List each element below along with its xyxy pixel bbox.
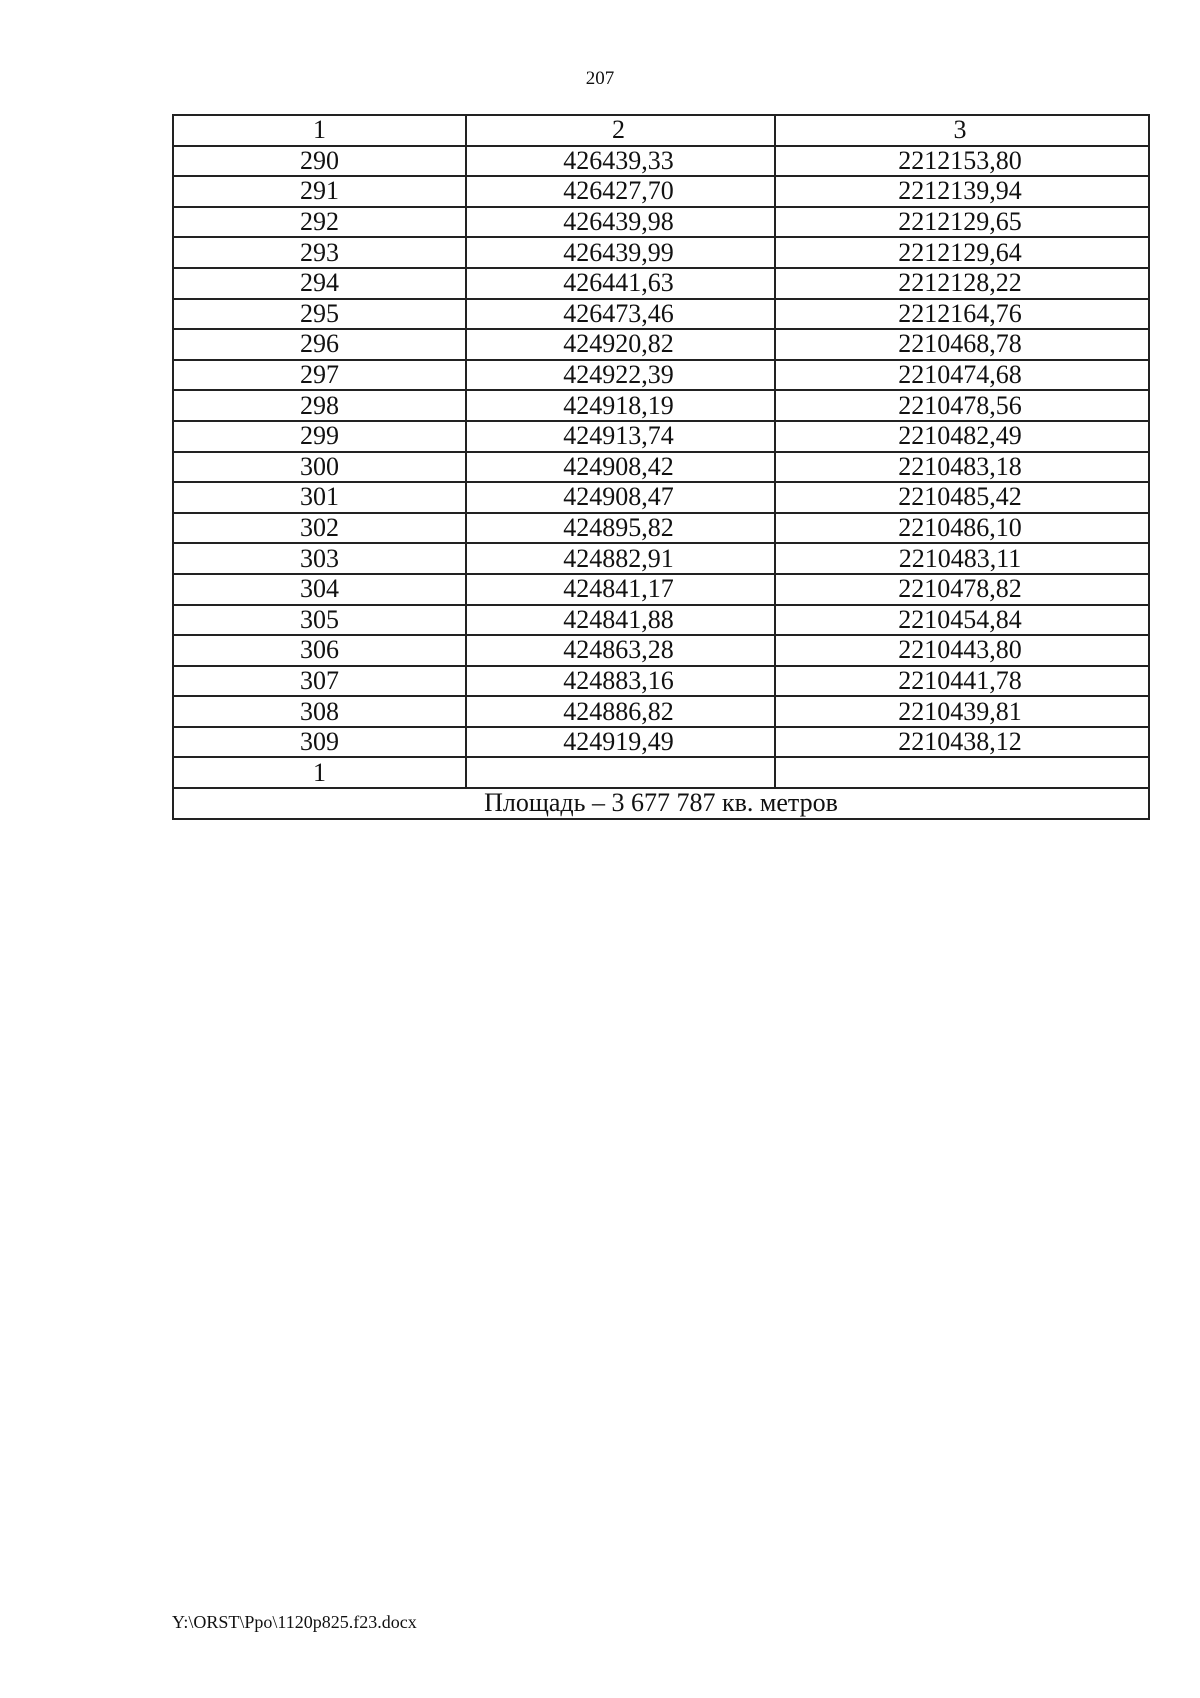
point-number-cell: 295 <box>173 299 466 330</box>
point-number-cell: 307 <box>173 666 466 697</box>
y-coordinate-cell: 2212128,22 <box>775 268 1149 299</box>
table-row <box>173 452 1149 483</box>
table-row <box>173 207 1149 238</box>
table-row <box>173 421 1149 452</box>
y-coordinate-cell: 2210438,12 <box>775 727 1149 758</box>
x-coordinate-cell: 424886,82 <box>466 696 775 727</box>
y-coordinate-cell: 2212153,80 <box>775 146 1149 177</box>
table-row <box>173 329 1149 360</box>
table-row <box>173 574 1149 605</box>
point-number-cell: 300 <box>173 452 466 483</box>
table-row <box>173 176 1149 207</box>
table-row <box>173 482 1149 513</box>
table-row <box>173 666 1149 697</box>
x-coordinate-cell: 424919,49 <box>466 727 775 758</box>
coordinates-table <box>172 114 1150 820</box>
table-row <box>173 513 1149 544</box>
x-coordinate-cell: 426473,46 <box>466 299 775 330</box>
table-row <box>173 146 1149 177</box>
y-coordinate-cell: 2210483,11 <box>775 543 1149 574</box>
x-coordinate-cell: 424883,16 <box>466 666 775 697</box>
point-number-cell: 304 <box>173 574 466 605</box>
point-number-cell: 308 <box>173 696 466 727</box>
y-coordinate-cell: 2210468,78 <box>775 329 1149 360</box>
point-number-cell: 299 <box>173 421 466 452</box>
table-row <box>173 757 1149 788</box>
x-coordinate-cell: 426441,63 <box>466 268 775 299</box>
y-coordinate-cell: 2212129,64 <box>775 237 1149 268</box>
column-header-3: 3 <box>775 115 1149 146</box>
y-coordinate-cell: 2210454,84 <box>775 605 1149 636</box>
x-coordinate-cell: 426439,99 <box>466 237 775 268</box>
footer-file-path: Y:\ORST\Ppo\1120p825.f23.docx <box>172 1612 417 1632</box>
x-coordinate-cell: 424913,74 <box>466 421 775 452</box>
point-number-cell: 309 <box>173 727 466 758</box>
x-coordinate-cell: 424908,47 <box>466 482 775 513</box>
table-header-row <box>173 115 1149 146</box>
column-header-1: 1 <box>173 115 466 146</box>
y-coordinate-cell: 2210483,18 <box>775 452 1149 483</box>
x-coordinate-cell: 424895,82 <box>466 513 775 544</box>
point-number-cell: 296 <box>173 329 466 360</box>
y-coordinate-cell: 2210486,10 <box>775 513 1149 544</box>
table-row <box>173 360 1149 391</box>
x-coordinate-cell: 424841,17 <box>466 574 775 605</box>
x-coordinate-cell: 426439,98 <box>466 207 775 238</box>
x-coordinate-cell: 424920,82 <box>466 329 775 360</box>
x-coordinate-cell: 424882,91 <box>466 543 775 574</box>
table-row <box>173 635 1149 666</box>
point-number-cell: 290 <box>173 146 466 177</box>
column-header-2: 2 <box>466 115 775 146</box>
y-coordinate-cell: 2210441,78 <box>775 666 1149 697</box>
y-coordinate-cell: 2210439,81 <box>775 696 1149 727</box>
point-number-cell: 291 <box>173 176 466 207</box>
point-number-cell: 303 <box>173 543 466 574</box>
table-row <box>173 543 1149 574</box>
x-coordinate-cell: 424863,28 <box>466 635 775 666</box>
point-number-cell: 305 <box>173 605 466 636</box>
y-coordinate-cell: 2210485,42 <box>775 482 1149 513</box>
table-row <box>173 605 1149 636</box>
y-coordinate-cell: 2212164,76 <box>775 299 1149 330</box>
y-coordinate-cell: 2210478,82 <box>775 574 1149 605</box>
table-row <box>173 390 1149 421</box>
page-number: 207 <box>585 68 615 89</box>
x-coordinate-cell: 424841,88 <box>466 605 775 636</box>
y-coordinate-cell: 2210482,49 <box>775 421 1149 452</box>
x-coordinate-cell: 424918,19 <box>466 390 775 421</box>
table-row <box>173 268 1149 299</box>
point-number-cell: 292 <box>173 207 466 238</box>
table-row <box>173 299 1149 330</box>
x-coordinate-cell: 426439,33 <box>466 146 775 177</box>
point-number-cell: 1 <box>173 757 466 788</box>
x-coordinate-cell: 424908,42 <box>466 452 775 483</box>
point-number-cell: 297 <box>173 360 466 391</box>
x-coordinate-cell: 424922,39 <box>466 360 775 391</box>
table-row <box>173 237 1149 268</box>
y-coordinate-cell: 2210478,56 <box>775 390 1149 421</box>
point-number-cell: 294 <box>173 268 466 299</box>
y-coordinate-cell: 2212139,94 <box>775 176 1149 207</box>
area-row <box>173 788 1149 819</box>
y-coordinate-cell: 2212129,65 <box>775 207 1149 238</box>
y-coordinate-cell: 2210443,80 <box>775 635 1149 666</box>
point-number-cell: 301 <box>173 482 466 513</box>
point-number-cell: 306 <box>173 635 466 666</box>
point-number-cell: 302 <box>173 513 466 544</box>
point-number-cell: 298 <box>173 390 466 421</box>
x-coordinate-cell <box>466 757 775 788</box>
x-coordinate-cell: 426427,70 <box>466 176 775 207</box>
area-note: Площадь – 3 677 787 кв. метров <box>173 788 1149 819</box>
table-row <box>173 727 1149 758</box>
y-coordinate-cell: 2210474,68 <box>775 360 1149 391</box>
table-row <box>173 696 1149 727</box>
point-number-cell: 293 <box>173 237 466 268</box>
y-coordinate-cell <box>775 757 1149 788</box>
